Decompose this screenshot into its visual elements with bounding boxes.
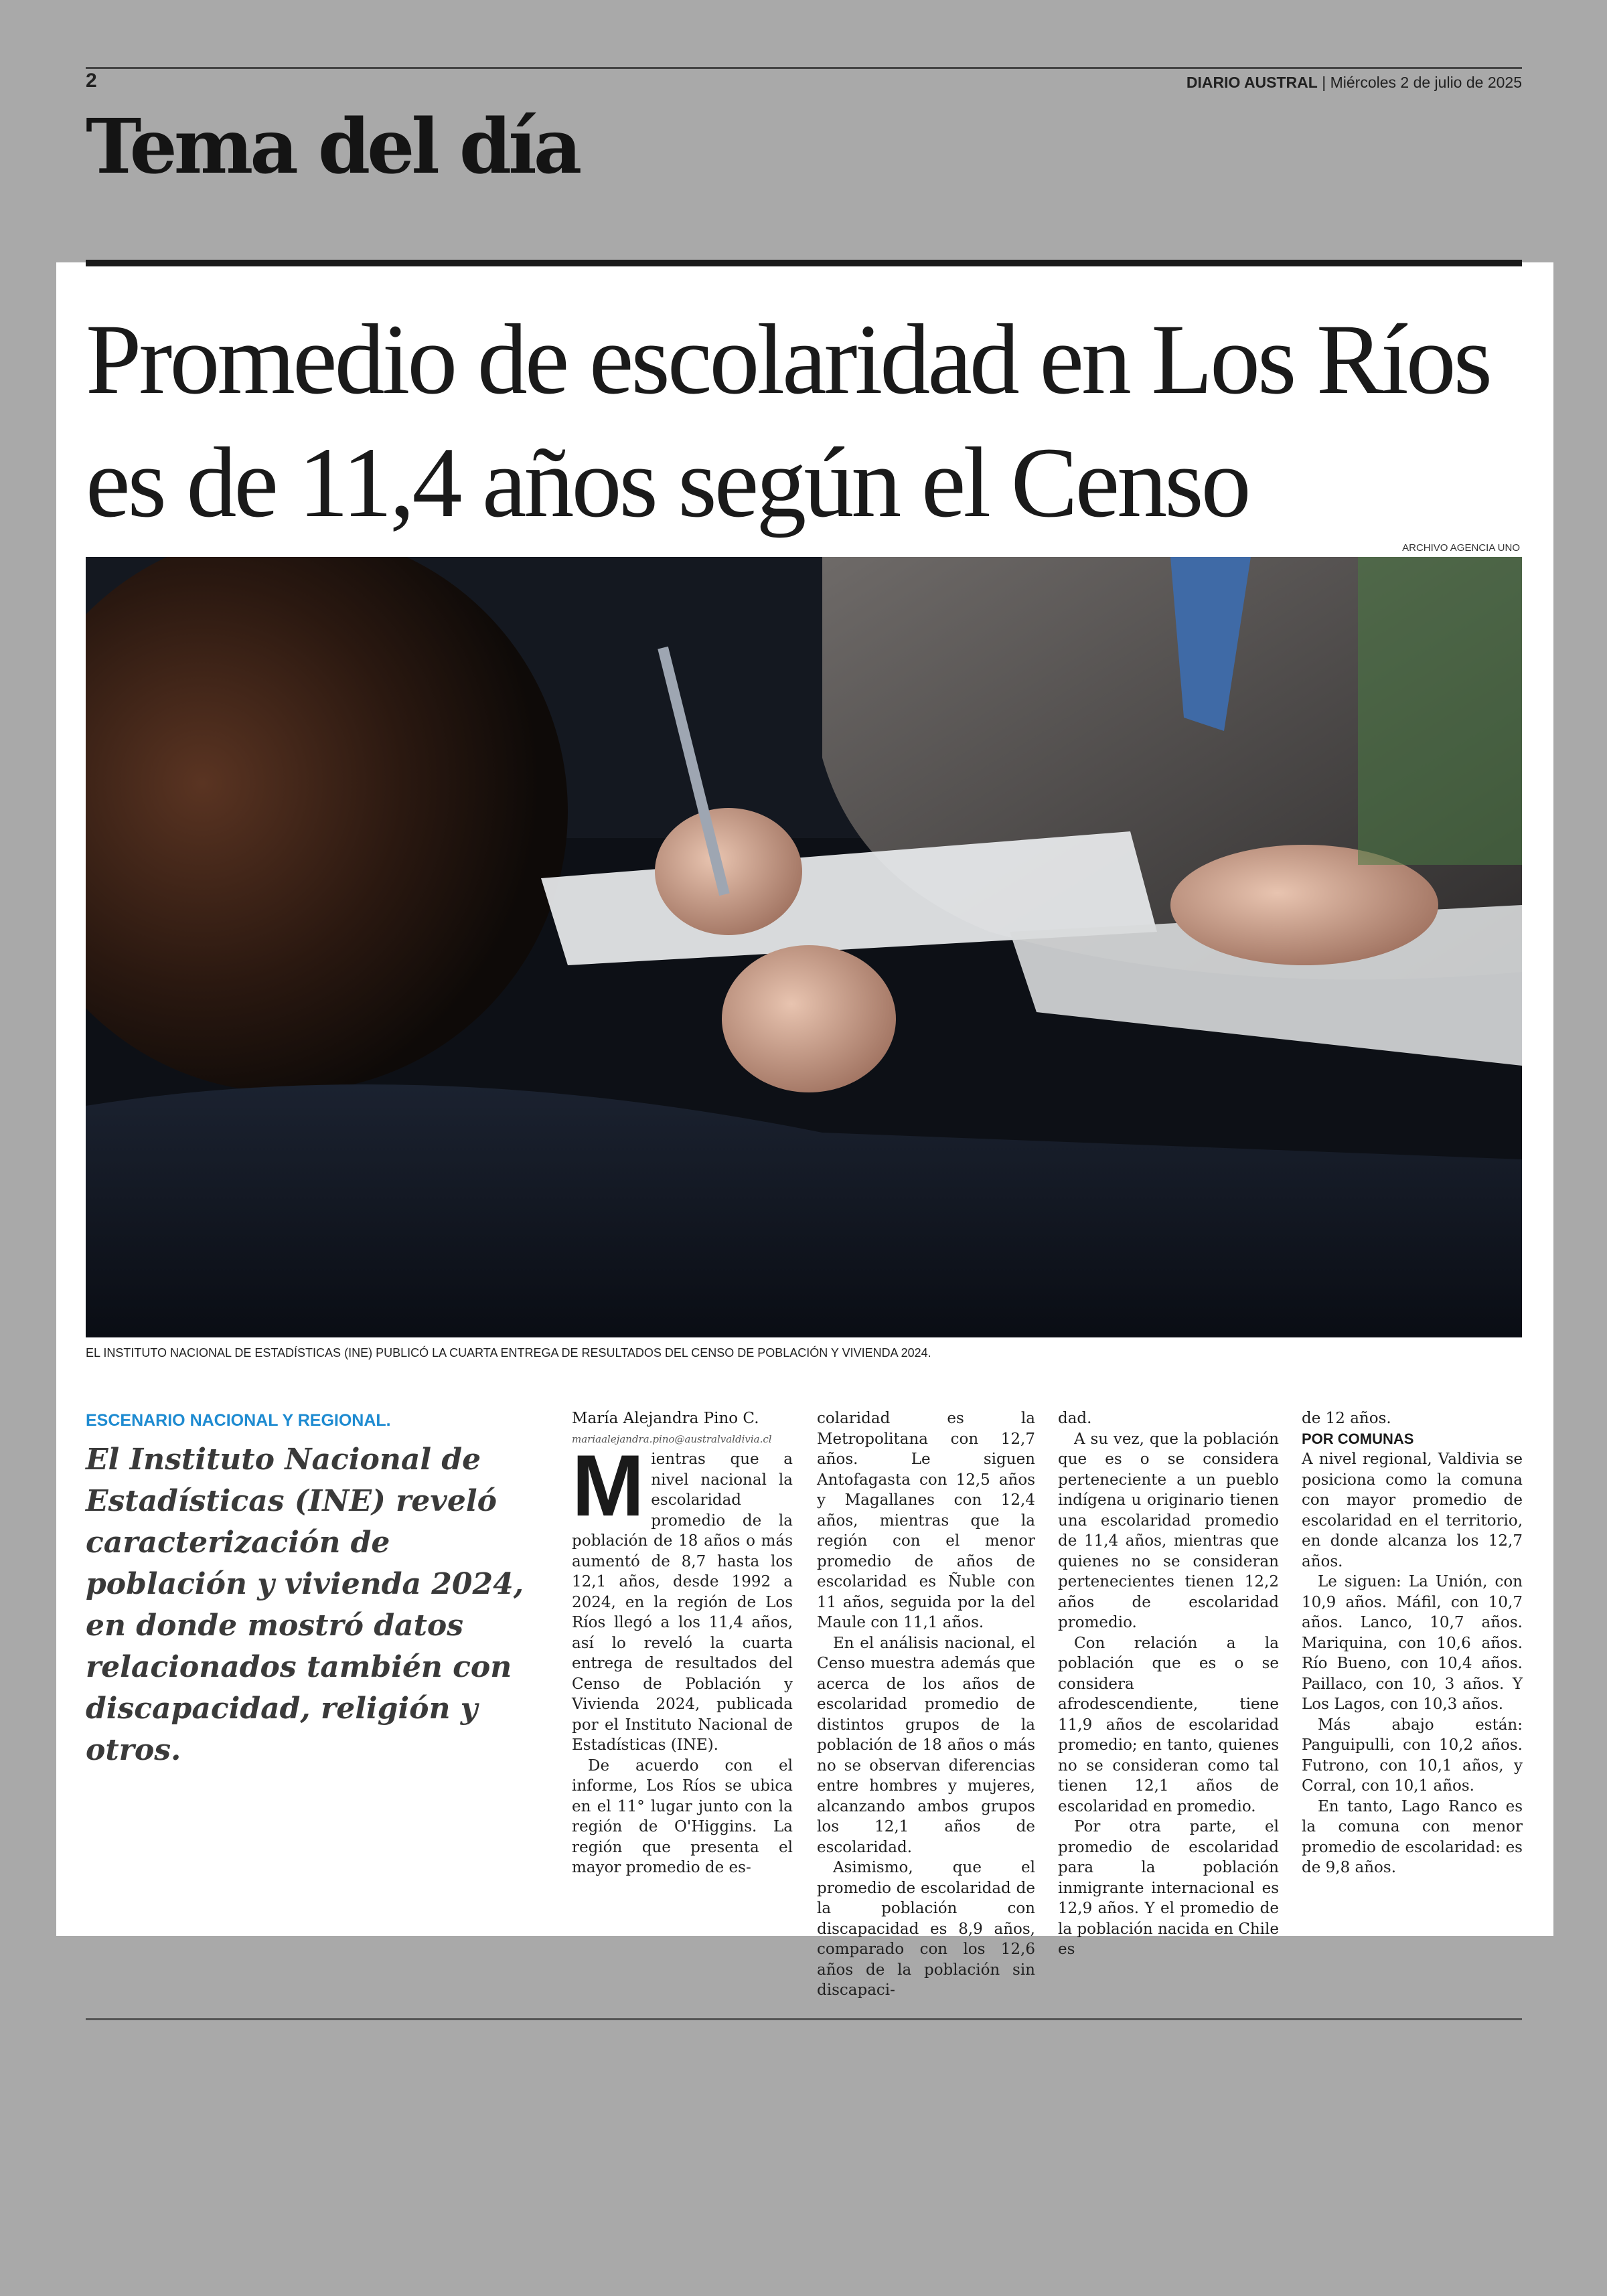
byline-name: María Alejandra Pino C. <box>572 1410 759 1427</box>
dropcap: M <box>572 1437 645 1534</box>
article-top-rule <box>86 260 1522 266</box>
kicker: ESCENARIO NACIONAL Y REGIONAL. <box>86 1411 391 1430</box>
students-writing-image <box>86 557 1522 1337</box>
subhead-por-comunas: POR COMUNAS <box>1302 1430 1414 1447</box>
paragraph: de 12 años. <box>1302 1410 1391 1427</box>
headline: Promedio de escolaridad en Los Ríos es de 11,4 años según el Censo <box>86 304 1490 538</box>
paragraph: Le siguen: La Unión, con 10,9 años. Máfil, con 10,7 años. Lanco, 10,7 años. Mariquina, con 10,6 años. Río Bueno, con 10,4 años. Paillaco, con 10, 3 años. Y Los Lagos, con 10,3 años. <box>1302 1573 1523 1713</box>
paragraph: Asimismo, que el promedio de escolaridad de la población con discapacidad es 8,9 años, comparado con los 12,6 años de la población sin discapaci- <box>817 1859 1035 1999</box>
paragraph-text: ientras que a nivel nacional la escolaridad promedio de la población de 18 años o más aumentó de 8,7 hasta los 12,1 años, desde 1992 a 2024, en la región de Los Ríos llegó a los 11,4 años, así lo reveló la cuarta entrega de resultados del Censo de Población y Vivienda 2024, publicada por el Instituto Nacional de Estadísticas (INE). <box>572 1451 793 1754</box>
paragraph: En el análisis nacional, el Censo muestra además que acerca de los años de escolaridad promedio de distintos grupos de la población de 18 años o más no se observan diferencias entre hombres y mujeres, alcanzando ambos grupos los 12,1 años de escolaridad. <box>817 1634 1035 1856</box>
body-column-3 <box>1058 1408 1279 1960</box>
writing-hand <box>655 808 802 935</box>
paragraph: colaridad es la Metropolitana con 12,7 años. Le siguen Antofagasta con 12,5 años y Magallanes con 12,4 años, mientras que la región con el menor promedio de años de escolaridad es Ñuble con 11 años, seguida por la del Maule con 11,1 años. <box>817 1410 1035 1631</box>
paragraph: A nivel regional, Valdivia se posiciona como la comuna con mayor promedio de escolaridad en el territorio, en donde alcanza los 12,7 años. <box>1302 1451 1523 1570</box>
paragraph: dad. <box>1058 1410 1092 1427</box>
green-sleeve <box>1358 557 1522 865</box>
page-number: 2 <box>86 70 97 92</box>
issue-date: Miércoles 2 de julio de 2025 <box>1330 74 1522 91</box>
paragraph: De acuerdo con el informe, Los Ríos se ubica en el 11° lugar junto con la región de O'Higgins. La región que presenta el mayor promedio de es- <box>572 1756 793 1876</box>
resting-hand <box>722 945 896 1092</box>
paragraph: A su vez, que la población que es o se considera perteneciente a un pueblo indígena u originario tienen una escolaridad promedio de 11,4 años, mientras que quienes no se consideran pertenecientes tienen 12,2 años de escolaridad promedio. <box>1058 1430 1279 1631</box>
photo-caption: EL INSTITUTO NACIONAL DE ESTADÍSTICAS (INE) PUBLICÓ LA CUARTA ENTREGA DE RESULTADOS DEL CENSO DE POBLACIÓN Y VIVIENDA 2024. <box>86 1346 931 1360</box>
body-column-2 <box>817 1408 1035 2001</box>
section-title: Tema del día <box>86 103 579 191</box>
paragraph: Por otra parte, el promedio de escolaridad para la población inmigrante internacional es 12,9 años. Y el promedio de la población nacida en Chile es <box>1058 1818 1279 1958</box>
masthead-separator: | <box>1317 74 1330 91</box>
article-photo <box>86 557 1522 1337</box>
top-rule <box>86 67 1522 69</box>
paragraph: Con relación a la población que es o se considera afrodescendiente, tiene 11,9 años de escolaridad promedio; en tanto, quienes no se consideran como tal tienen 12,1 años de escolaridad en promedio. <box>1058 1634 1279 1815</box>
body-column-1 <box>572 1408 793 1878</box>
publication-name: DIARIO AUSTRAL <box>1186 74 1318 91</box>
bottom-rule <box>86 2018 1522 2020</box>
photo-credit: ARCHIVO AGENCIA UNO <box>1402 542 1520 554</box>
masthead <box>1187 74 1522 92</box>
paragraph: Más abajo están: Panguipulli, con 10,2 años. Futrono, con 10,1 años, y Corral, con 10,1 años. <box>1302 1716 1523 1795</box>
byline-email: mariaalejandra.pino@australvaldivia.cl <box>572 1432 772 1445</box>
paragraph: En tanto, Lago Ranco es la comuna con menor promedio de escolaridad: es de 9,8 años. <box>1302 1797 1523 1876</box>
body-column-4 <box>1302 1408 1523 1878</box>
lede: El Instituto Nacional de Estadísticas (INE) reveló caracterización de población y vivienda 2024, en donde mostró datos relacionados también con discapacidad, religión y otros. <box>86 1443 524 1767</box>
